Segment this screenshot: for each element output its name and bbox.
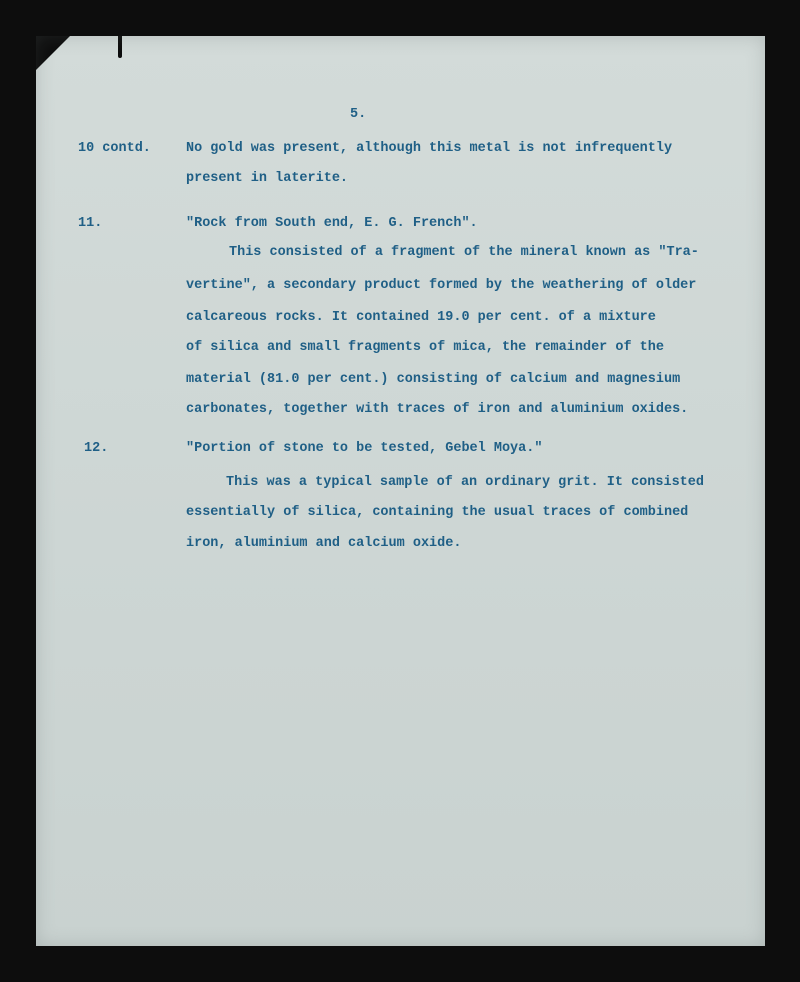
entry-line: carbonates, together with traces of iron and aluminium oxides. [186, 402, 689, 417]
entry-line: material (81.0 per cent.) consisting of calcium and magnesium [186, 372, 681, 387]
entry-line: No gold was present, although this metal is not infrequently [186, 141, 673, 156]
paper-shading [36, 36, 765, 946]
entry-line: "Portion of stone to be tested, Gebel Moya." [186, 441, 543, 456]
entry-line: This was a typical sample of an ordinary grit. It consisted [226, 475, 704, 490]
entry-line: "Rock from South end, E. G. French". [186, 216, 478, 231]
folded-corner [36, 36, 70, 70]
entry-label: 11. [78, 216, 103, 231]
page-number: 5. [350, 107, 367, 122]
entry-line: essentially of silica, containing the usual traces of combined [186, 505, 689, 520]
entry-line: of silica and small fragments of mica, the remainder of the [186, 340, 664, 355]
entry-label: 10 contd. [78, 141, 151, 156]
entry-line: iron, aluminium and calcium oxide. [186, 536, 462, 551]
entry-line: This consisted of a fragment of the mineral known as "Tra- [229, 245, 699, 260]
entry-line: vertine", a secondary product formed by the weathering of older [186, 278, 697, 293]
entry-line: calcareous rocks. It contained 19.0 per cent. of a mixture [186, 310, 656, 325]
paper-tear [118, 36, 122, 58]
entry-label: 12. [84, 441, 109, 456]
entry-line: present in laterite. [186, 171, 349, 186]
document-page [36, 36, 765, 946]
